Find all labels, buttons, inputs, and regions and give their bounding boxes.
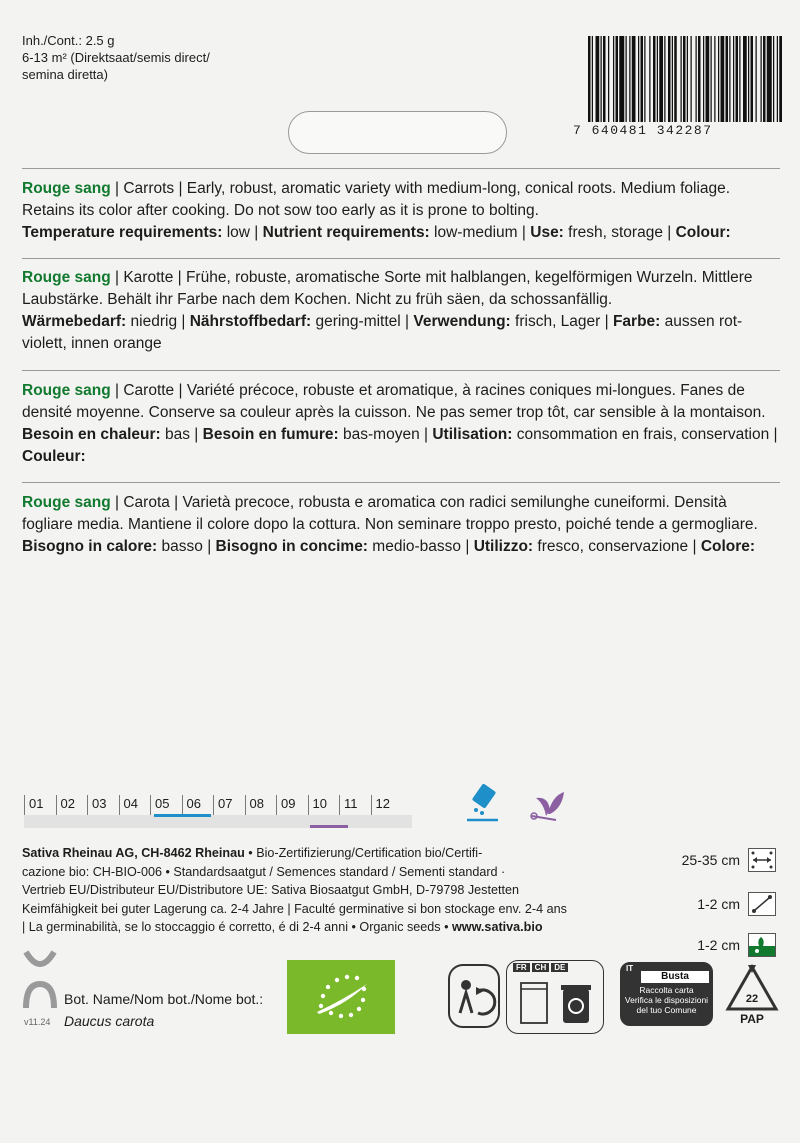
attr-label: Besoin en chaleur:	[22, 426, 161, 443]
country-tag: IT	[626, 964, 634, 973]
barcode-bar	[779, 36, 782, 122]
variety-name: Rouge sang	[22, 180, 111, 197]
address-line: | La germinabilità, se lo stoccaggio é corretto, é di 2-4 anni • Organic seeds •	[22, 920, 449, 934]
barcode-bar	[632, 36, 636, 122]
version-label: v11.24	[24, 1017, 51, 1027]
sowing-area-cont: semina diretta)	[22, 67, 108, 82]
recycle-triman-icon	[448, 961, 500, 1031]
barcode-bar	[601, 36, 602, 122]
address-line: • Bio-Zertifizierung/Certification bio/Certifi-	[248, 846, 483, 860]
barcode-bar	[698, 36, 701, 122]
barcode-bar	[748, 36, 749, 122]
month-label: 11	[339, 795, 371, 817]
barcode-bar	[657, 36, 658, 122]
divider	[22, 258, 780, 259]
barcode-bar	[592, 36, 593, 122]
sowing-area: 6-13 m² (Direktsaat/semis direct/	[22, 50, 210, 65]
address-line: cazione bio: CH-BIO-006 • Standardsaatgut / Semences standard / Sementi standard ·	[22, 864, 506, 879]
barcode-bar	[706, 36, 710, 122]
barcode-bar	[733, 36, 734, 122]
barcode-bar	[729, 36, 730, 122]
botanical-name-block	[64, 988, 263, 1032]
barcode-bar	[703, 36, 704, 122]
barcode-bar	[608, 36, 609, 122]
harvest-icon	[528, 786, 568, 824]
busta-line: del tuo Comune	[636, 1005, 697, 1015]
barcode-bar	[664, 36, 665, 122]
attr-value: gering-mittel |	[315, 313, 410, 330]
attr-label: Use:	[530, 224, 564, 241]
month-calendar	[24, 795, 402, 817]
barcode-bar	[616, 36, 619, 122]
busta-line: Verifica le disposizioni	[624, 995, 709, 1005]
company-name: Sativa Rheinau AG, CH-8462 Rheinau	[22, 846, 245, 860]
row-spacing-value: 25-35 cm	[681, 852, 740, 868]
attr-label: Nutrient requirements:	[262, 224, 430, 241]
barcode-bar	[681, 36, 682, 122]
barcode-bar	[619, 36, 624, 122]
attr-value: low-medium |	[434, 224, 526, 241]
barcode-bar	[644, 36, 645, 122]
busta-title: Busta	[641, 971, 709, 983]
divider	[22, 370, 780, 371]
barcode	[588, 36, 782, 122]
barcode-bar	[668, 36, 671, 122]
sowing-period-bar	[154, 814, 211, 817]
content-weight: Inh./Cont.: 2.5 g	[22, 33, 115, 48]
plant-spacing-icon	[748, 892, 776, 916]
variety-name: Rouge sang	[22, 494, 111, 511]
month-label: 08	[245, 795, 277, 817]
barcode-bar	[674, 36, 677, 122]
month-label: 07	[213, 795, 245, 817]
attr-value: medio-basso |	[372, 538, 470, 555]
month-label: 12	[371, 795, 403, 817]
month-label: 09	[276, 795, 308, 817]
botanical-label: Bot. Name/Nom bot./Nome bot.:	[64, 991, 264, 1007]
barcode-bar	[613, 36, 614, 122]
barcode-bar	[711, 36, 712, 122]
barcode-bar	[743, 36, 747, 122]
attr-label: Temperature requirements:	[22, 224, 223, 241]
attr-label: Colore:	[700, 538, 756, 555]
attr-value: bas |	[165, 426, 199, 443]
sowing-depth-icon	[748, 933, 776, 957]
country-tags	[513, 963, 568, 972]
variety-name: Rouge sang	[22, 269, 111, 286]
attr-label: Bisogno in calore:	[22, 538, 158, 555]
harvest-period-bar	[310, 825, 348, 828]
barcode-bar	[641, 36, 644, 122]
month-label: 06	[182, 795, 214, 817]
month-label: 05	[150, 795, 182, 817]
attr-label: Couleur:	[22, 448, 86, 465]
attr-value: basso |	[161, 538, 212, 555]
busta-line: Raccolta carta	[639, 985, 694, 995]
attr-value: consommation en frais, conservation |	[516, 426, 778, 443]
attr-value: aussen rot-violett, innen orange	[22, 313, 743, 352]
month-label: 03	[87, 795, 119, 817]
direct-sowing-icon	[464, 784, 502, 824]
barcode-bar	[773, 36, 774, 122]
variety-name: Rouge sang	[22, 382, 111, 399]
description-text: | Carotte | Variété précoce, robuste et aromatique, à racines coniques mi-longues. Fanes de densité moyenne. Conserve sa couleur après la cuisson. Ne pas semer trop tôt, car sensible à la montaison.	[22, 382, 766, 421]
barcode-bar	[603, 36, 606, 122]
barcode-bar	[649, 36, 650, 122]
barcode-bar	[761, 36, 762, 122]
address-line: Keimfähigkeit bei guter Lagerung ca. 2-4 Jahre | Faculté germinative si bon stockage env. 2-4 ans	[22, 901, 567, 916]
sorting-box-it	[620, 962, 713, 1026]
attr-value: niedrig |	[130, 313, 186, 330]
month-label: 01	[24, 795, 56, 817]
month-label: 10	[308, 795, 340, 817]
month-label: 04	[119, 795, 151, 817]
barcode-bar	[767, 36, 772, 122]
sativa-logo-icon	[22, 950, 58, 1010]
barcode-bar	[691, 36, 692, 122]
description-text: | Carrots | Early, robust, aromatic variety with medium-long, conical roots. Medium foliage. Retains its color after cooking. Do not sow too early as it is prone to bolting.	[22, 180, 731, 219]
attr-value: fresco, conservazione |	[537, 538, 697, 555]
barcode-bar	[763, 36, 766, 122]
barcode-number: 7 640481 342287	[573, 123, 713, 138]
barcode-bar	[672, 36, 673, 122]
attr-value: frisch, Lager |	[515, 313, 609, 330]
barcode-bar	[756, 36, 757, 122]
description-text: | Karotte | Frühe, robuste, aromatische Sorte mit halblangen, kegelförmigen Wurzeln. Mittlere Laubstärke. Behält ihr Farbe nach dem Kochen. Nicht zu früh säen, da schossanfällig.	[22, 269, 753, 308]
country-tag: FR	[513, 963, 530, 972]
hang-hole	[288, 111, 507, 154]
barcode-bar	[653, 36, 656, 122]
barcode-bar	[736, 36, 739, 122]
attr-label: Wärmebedarf:	[22, 313, 127, 330]
attr-label: Nährstoffbedarf:	[189, 313, 312, 330]
description-en	[22, 178, 780, 244]
attr-label: Besoin en fumure:	[202, 426, 339, 443]
barcode-bar	[687, 36, 688, 122]
barcode-bar	[683, 36, 686, 122]
barcode-bar	[659, 36, 663, 122]
attr-label: Bisogno in concime:	[215, 538, 368, 555]
description-text: | Carota | Varietà precoce, robusta e aromatica con radici semilunghe cuneiformi. Densità fogliare media. Mantiene il colore dopo la cottura. Non seminare troppo presto, poiché tende a germogliare.	[22, 494, 758, 533]
description-it	[22, 492, 780, 558]
barcode-bar	[588, 36, 591, 122]
row-spacing-icon	[748, 848, 776, 872]
eu-organic-logo	[287, 960, 395, 1034]
website-link[interactable]: www.sativa.bio	[452, 920, 543, 934]
attr-label: Utilizzo:	[473, 538, 534, 555]
barcode-bar	[696, 36, 697, 122]
botanical-name: Daucus carota	[64, 1013, 155, 1029]
attr-label: Farbe:	[612, 313, 661, 330]
package-content-info	[22, 32, 342, 83]
attr-label: Colour:	[675, 224, 731, 241]
barcode-bar	[638, 36, 639, 122]
paper-bin-icon	[563, 989, 589, 1023]
calendar-track	[24, 815, 412, 828]
attr-label: Verwendung:	[413, 313, 511, 330]
attr-value: bas-moyen |	[343, 426, 429, 443]
barcode-bar	[726, 36, 729, 122]
pap-number: 22	[745, 993, 759, 1005]
barcode-bar	[629, 36, 630, 122]
divider	[22, 482, 780, 483]
description-fr	[22, 380, 780, 468]
attr-label: Utilisation:	[432, 426, 513, 443]
country-tag: DE	[551, 963, 568, 972]
attr-value: low |	[226, 224, 259, 241]
description-de	[22, 267, 780, 355]
company-address	[22, 844, 652, 937]
plant-spacing-value: 1-2 cm	[697, 896, 740, 912]
barcode-bar	[721, 36, 725, 122]
barcode-bar	[751, 36, 754, 122]
barcode-bar	[596, 36, 600, 122]
country-tag: CH	[532, 963, 550, 972]
sowing-depth-value: 1-2 cm	[697, 937, 740, 953]
month-label: 02	[56, 795, 88, 817]
barcode-bar	[777, 36, 778, 122]
divider	[22, 168, 780, 169]
barcode-bar	[626, 36, 627, 122]
attr-value: fresh, storage |	[568, 224, 672, 241]
barcode-bar	[739, 36, 740, 122]
sorting-box-fr-ch-de	[506, 960, 604, 1034]
pap-label: PAP	[740, 1012, 764, 1026]
barcode-bar	[718, 36, 719, 122]
barcode-bar	[714, 36, 715, 122]
address-line: Vertrieb EU/Distributeur EU/Distributore UE: Sativa Biosaatgut GmbH, D-79798 Jestetten	[22, 883, 519, 897]
